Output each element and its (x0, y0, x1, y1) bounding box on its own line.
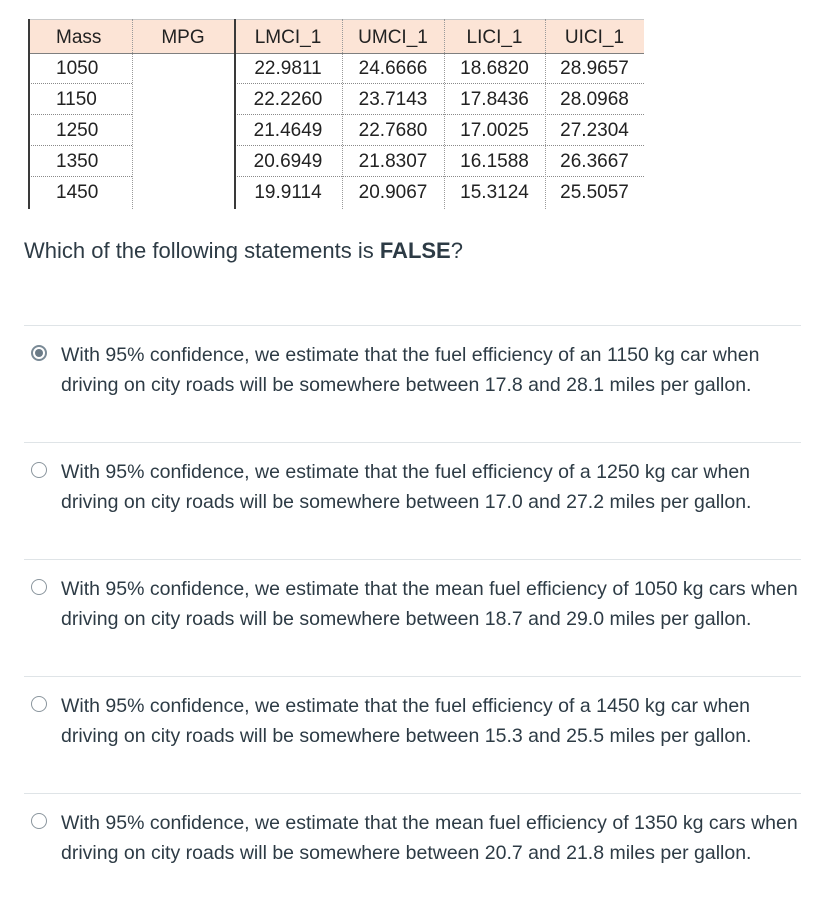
table-row (28, 177, 644, 208)
row-divider (28, 145, 132, 146)
table-row (28, 146, 644, 177)
cell-mass: 1150 (56, 89, 97, 110)
answer-option-4[interactable] (24, 676, 801, 793)
cell-mpg (132, 115, 234, 146)
row-divider (234, 145, 644, 146)
row-divider (28, 83, 132, 84)
cell-mass: 1050 (56, 58, 99, 79)
row-divider (234, 176, 644, 177)
cell-uici: 27.2304 (560, 120, 629, 141)
column-divider (28, 19, 30, 209)
header-lmci: LMCI_1 (254, 27, 322, 48)
answer-radio[interactable] (31, 813, 47, 829)
question-emphasis: FALSE (379, 238, 451, 263)
header-mass: Mass (56, 27, 102, 48)
cell-umci: 23.7143 (358, 89, 428, 110)
cell-lici: 18.6820 (460, 58, 529, 79)
cell-mpg (132, 53, 234, 84)
cell-lici: 17.0025 (460, 120, 529, 141)
answer-label[interactable]: With 95% confidence, we estimate that the fuel efficiency of an 1150 kg car when driving on city roads will be somewhere between 17.8 and 28.1 miles per gallon. (61, 344, 760, 396)
cell-umci: 22.7680 (358, 120, 428, 141)
cell-uici: 26.3667 (560, 151, 629, 172)
data-table-image (28, 19, 644, 209)
table-header-row (28, 19, 644, 54)
cell-mass: 1450 (56, 182, 99, 203)
answer-option-3[interactable] (24, 559, 801, 676)
answer-list (24, 325, 801, 910)
row-divider (234, 83, 644, 84)
row-divider (28, 176, 132, 177)
row-divider (234, 114, 644, 115)
cell-umci: 24.6666 (358, 58, 428, 79)
cell-mass: 1350 (56, 151, 99, 172)
cell-uici: 28.9657 (560, 58, 629, 79)
header-mpg: MPG (161, 27, 205, 48)
cell-lmci: 19.9114 (254, 182, 322, 203)
answer-radio[interactable] (31, 579, 47, 595)
header-uici: UICI_1 (564, 27, 625, 48)
answer-label[interactable]: With 95% confidence, we estimate that the mean fuel efficiency of 1050 kg cars when driving on city roads will be somewhere between 18.7 and 29.0 miles per gallon. (61, 578, 798, 630)
table-row (28, 115, 644, 146)
header-umci: UMCI_1 (358, 27, 428, 48)
cell-uici: 28.0968 (560, 89, 629, 110)
answer-option-1[interactable] (24, 325, 801, 442)
cell-mpg (132, 146, 234, 177)
answer-radio[interactable] (31, 696, 47, 712)
cell-lmci: 20.6949 (253, 151, 323, 172)
column-divider (132, 19, 133, 209)
answer-label[interactable]: With 95% confidence, we estimate that the fuel efficiency of a 1450 kg car when driving on city roads will be somewhere between 15.3 and 25.5 miles per gallon. (61, 695, 752, 747)
question-text (24, 238, 463, 264)
cell-uici: 25.5057 (560, 182, 629, 203)
cell-lici: 17.8436 (460, 89, 529, 110)
cell-mass: 1250 (56, 120, 99, 141)
cell-lmci: 22.9811 (254, 58, 322, 79)
column-divider (342, 19, 343, 209)
cell-lmci: 21.4649 (253, 120, 323, 141)
header-lici: LICI_1 (466, 27, 523, 48)
cell-mpg (132, 84, 234, 115)
column-divider (234, 19, 236, 209)
question-suffix: ? (450, 238, 463, 263)
cell-lici: 16.1588 (460, 151, 529, 172)
answer-option-2[interactable] (24, 442, 801, 559)
row-divider (28, 114, 132, 115)
table-row (28, 53, 644, 84)
answer-label[interactable]: With 95% confidence, we estimate that the mean fuel efficiency of 1350 kg cars when driving on city roads will be somewhere between 20.7 and 21.8 miles per gallon. (61, 812, 798, 864)
column-divider (545, 19, 546, 209)
cell-lmci: 22.2260 (253, 89, 323, 110)
cell-lici: 15.3124 (460, 182, 529, 203)
cell-umci: 20.9067 (358, 182, 428, 203)
cell-umci: 21.8307 (358, 151, 428, 172)
answer-option-5[interactable] (24, 793, 801, 910)
cell-mpg (132, 177, 234, 208)
column-divider (444, 19, 445, 209)
answer-radio[interactable] (31, 462, 47, 478)
question-prefix: Which of the following statements is (24, 238, 380, 263)
answer-label[interactable]: With 95% confidence, we estimate that the fuel efficiency of a 1250 kg car when driving on city roads will be somewhere between 17.0 and 27.2 miles per gallon. (61, 461, 752, 513)
table-row (28, 84, 644, 115)
answer-radio[interactable] (31, 345, 47, 361)
